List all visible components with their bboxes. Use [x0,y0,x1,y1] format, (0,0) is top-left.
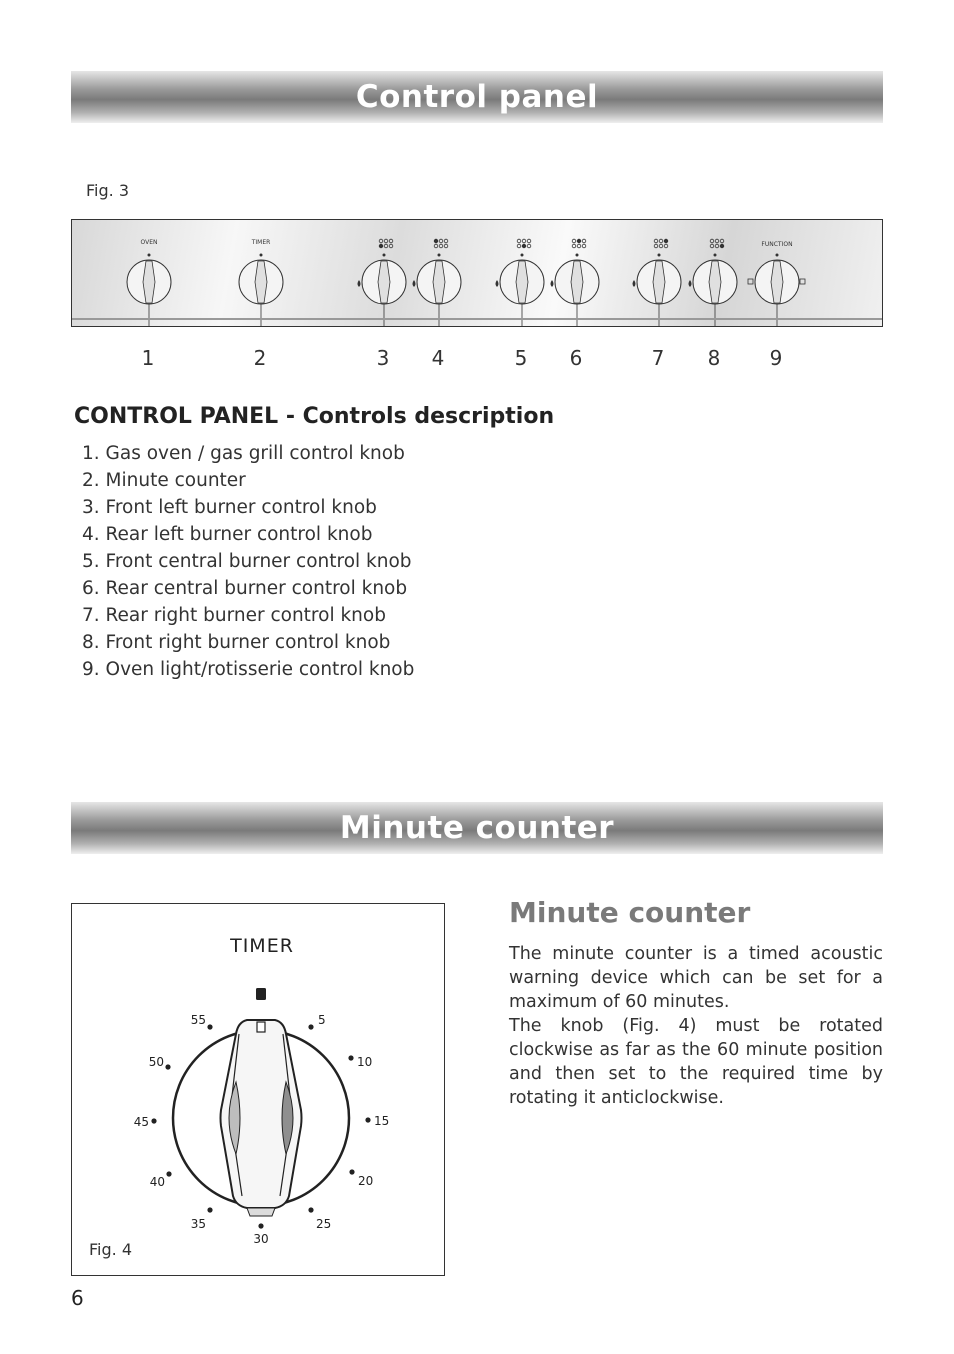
lamp-icon [748,279,753,284]
timer-figure [71,903,445,1276]
page-number: 6 [71,1286,84,1310]
minute-counter-paragraph-1: The minute counter is a timed acoustic warning device which can be set for a maximum of 60 minutes. [509,944,883,1012]
control-panel-banner-title: Control panel [355,79,599,115]
knob-number-9: 9 [769,346,783,370]
timer-index-mark [256,988,266,1000]
list-item: 7. Rear right burner control knob [82,605,386,626]
dial-mark-45: 45 [133,1115,149,1129]
knob-number-5: 5 [514,346,528,370]
dial-mark-55: 55 [190,1013,206,1027]
dial-mark-15: 15 [374,1114,390,1128]
minute-counter-paragraph-2: The knob (Fig. 4) must be rotated clockwise as far as the 60 minute position and then set to the required time by rotating it anticlockwise. [509,1016,883,1108]
rotisserie-icon [800,279,805,284]
knob-number-2: 2 [253,346,267,370]
minute-counter-banner-title: Minute counter [339,810,615,846]
dial-mark-20: 20 [358,1174,374,1188]
list-item: 2. Minute counter [82,470,246,491]
panel-knob-4 [417,254,461,305]
burner-indicators [379,239,724,248]
list-item: 6. Rear central burner control knob [82,578,408,599]
control-panel-banner [71,71,883,123]
callout-lines [149,304,777,326]
minute-counter-heading: Minute counter [509,896,751,929]
list-item: 3. Front left burner control knob [82,497,377,518]
dial-mark-5: 5 [318,1013,326,1027]
figure-3-label: Fig. 3 [86,181,129,200]
panel-knob-5 [500,254,544,305]
knob-number-7: 7 [651,346,665,370]
dial-mark-30: 30 [253,1232,269,1246]
timer-panel-label: TIMER [251,239,271,246]
function-label: FUNCTION [761,241,793,248]
list-item: 8. Front right burner control knob [82,632,391,653]
knob-number-6: 6 [569,346,583,370]
panel-knob-8 [693,254,737,305]
list-item: 5. Front central burner control knob [82,551,412,572]
list-item: 4. Rear left burner control knob [82,524,373,545]
panel-knob-2 [239,254,283,305]
figure-4-label: Fig. 4 [89,1240,132,1259]
dial-mark-50: 50 [148,1055,164,1069]
knob-number-4: 4 [431,346,445,370]
panel-bottom-strip [72,318,882,320]
knob-number-8: 8 [707,346,721,370]
list-item: 1. Gas oven / gas grill control knob [82,443,405,464]
dial-mark-40: 40 [149,1175,165,1189]
panel-knob-6 [555,254,599,305]
panel-knob-1 [127,254,171,305]
timer-knob [173,1020,349,1216]
dial-mark-25: 25 [316,1217,332,1231]
panel-knob-9 [755,254,799,305]
minute-counter-banner [71,802,883,854]
control-panel-illustration [71,219,883,327]
knob-number-3: 3 [376,346,390,370]
timer-label: TIMER [230,935,294,957]
oven-label: OVEN [140,239,158,246]
panel-knob-7 [637,254,681,305]
controls-description-title: CONTROL PANEL - Controls description [74,404,555,429]
controls-description-list [82,440,414,683]
panel-knob-3 [362,254,406,305]
minute-counter-description [509,942,883,1110]
dial-mark-35: 35 [190,1217,206,1231]
list-item: 9. Oven light/rotisserie control knob [82,659,415,680]
knob-number-1: 1 [141,346,155,370]
dial-mark-10: 10 [357,1055,373,1069]
